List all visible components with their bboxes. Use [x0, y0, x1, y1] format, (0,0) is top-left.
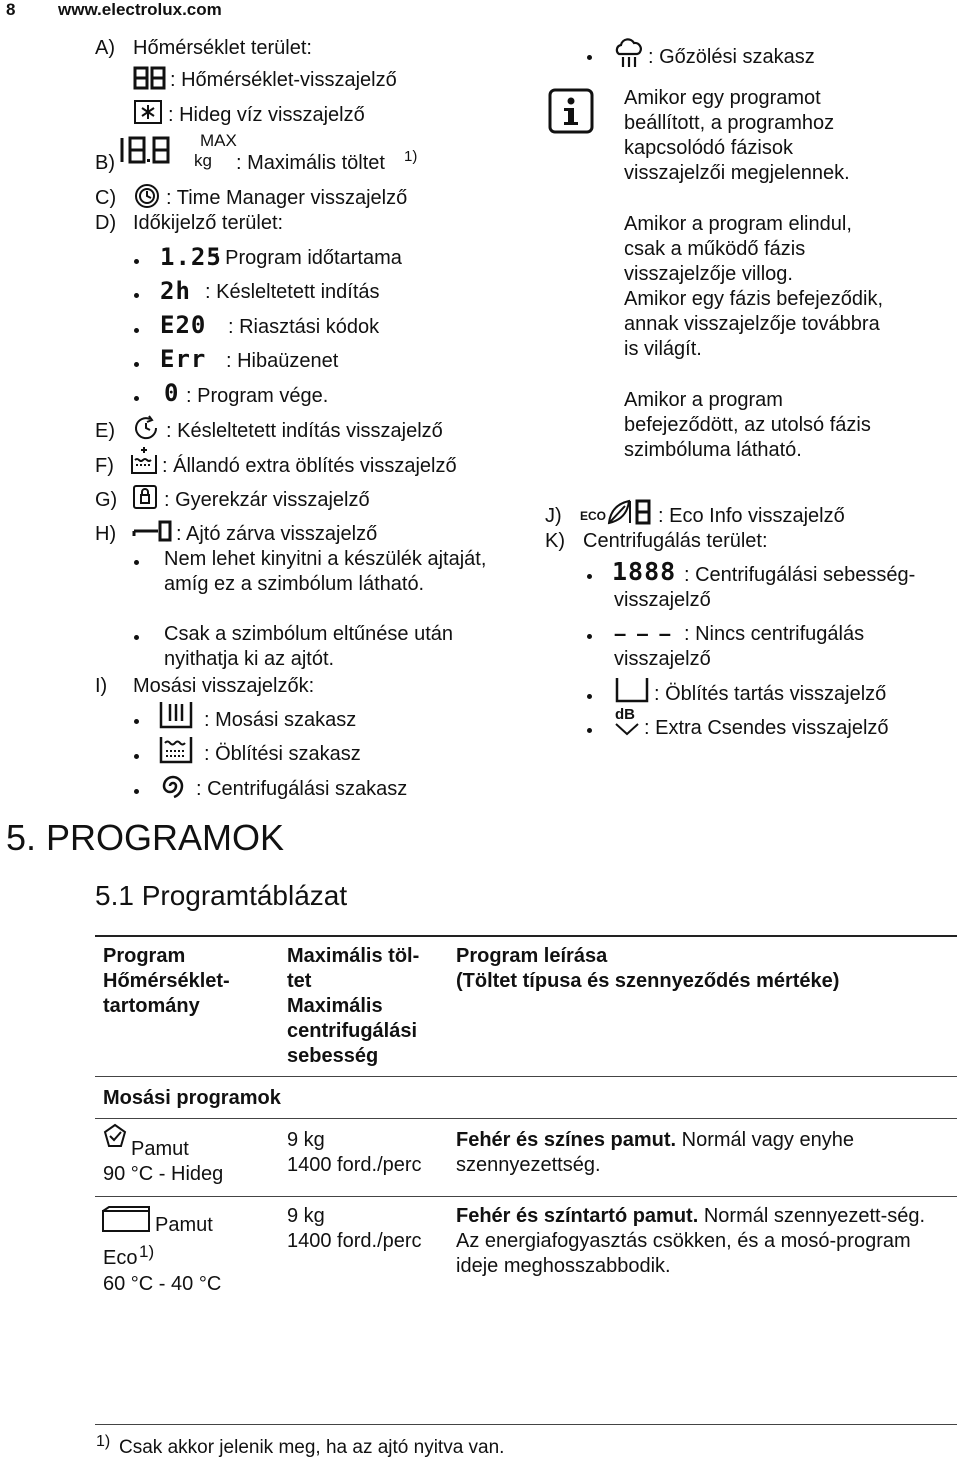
bullet — [134, 635, 139, 640]
alarm-code-text: : Riasztási kódok — [228, 316, 380, 338]
no-spin-display: – – – — [614, 621, 673, 646]
alarm-code-display: E20 — [160, 311, 207, 339]
delay-start-text: : Késleltetett indítás visszajelző — [166, 420, 443, 442]
section-subtitle: 5.1 Programtáblázat — [95, 880, 348, 911]
info-paragraph-3: Amikor egy fázis befejeződik, annak visszajelzője továbbra is világít. — [624, 288, 884, 360]
row2-program-name: Pamut — [155, 1214, 213, 1236]
row1-description-rest: Normál vagy enyhe szennyezettség. — [456, 1129, 854, 1176]
bullet — [134, 719, 139, 724]
wash-phase-icon — [158, 700, 194, 730]
row2-description — [456, 1204, 946, 1279]
row1-temp-range: 90 °C - Hideg — [103, 1163, 224, 1185]
delay-text: : Késleltetett indítás — [205, 281, 380, 303]
time-area-title: Időkijelző terület: — [133, 212, 284, 234]
item-letter-a: A) — [95, 37, 115, 59]
bullet — [134, 328, 139, 333]
table-header-col2: Maximális töl- tet Maximális centrifugálási sebesség — [287, 945, 420, 1067]
door-lock-icon — [132, 519, 174, 543]
bullet — [134, 396, 139, 401]
row2-program-eco: Eco — [103, 1247, 138, 1269]
bullet — [587, 694, 592, 699]
eco-label: ECO — [580, 509, 607, 523]
rinse-hold-icon — [614, 676, 650, 704]
cotton-eco-icon — [101, 1205, 151, 1233]
error-text: : Hibaüzenet — [226, 350, 339, 372]
table-row-rule — [95, 1196, 957, 1197]
table-top-rule — [95, 935, 957, 937]
item-letter-c: C) — [95, 187, 117, 209]
no-spin-text: : Nincs centrifugálás visszajelző — [614, 623, 865, 670]
cotton-icon — [102, 1123, 128, 1149]
time-manager-text: : Time Manager visszajelző — [166, 187, 408, 209]
spin-speed-text: : Centrifugálási sebesség-visszajelző — [614, 564, 916, 611]
row1-program-name: Pamut — [131, 1138, 189, 1160]
section-title: 5. PROGRAMOK — [6, 817, 285, 858]
row2-max-spin: 1400 ford./perc — [287, 1230, 422, 1252]
bullet — [134, 789, 139, 794]
duration-display: 1.25 — [160, 243, 222, 271]
child-lock-icon — [132, 484, 158, 510]
rinse-phase-text: : Öblítési szakasz — [204, 743, 361, 765]
footnote-mark: 1) — [96, 1433, 111, 1450]
spin-phase-text: : Centrifugálási szakasz — [196, 778, 408, 800]
duration-text: : Program időtartama — [214, 247, 402, 269]
end-display: 0 — [164, 379, 180, 407]
bullet — [587, 574, 592, 579]
item-letter-j: J) — [545, 505, 562, 527]
cold-water-text: : Hideg víz visszajelző — [168, 104, 365, 126]
info-paragraph-1: Amikor egy programot beállított, a programhoz kapcsolódó fázisok visszajelzői megjelennek. — [624, 87, 850, 184]
extra-silent-icon — [614, 722, 640, 736]
info-icon — [548, 88, 594, 134]
bullet — [134, 754, 139, 759]
max-load-text: : Maximális töltet — [236, 152, 385, 174]
rinse-phase-icon — [158, 735, 194, 765]
table-group-rule — [95, 1118, 957, 1119]
table-header-col1: Program Hőmérséklet- tartomány — [103, 945, 230, 1017]
row1-description — [456, 1128, 926, 1178]
spin-speed-display: 1888 — [612, 557, 677, 586]
bullet — [134, 293, 139, 298]
item-letter-d: D) — [95, 212, 117, 234]
extra-silent-text: : Extra Csendes visszajelző — [644, 717, 889, 739]
bullet — [134, 560, 139, 565]
item-letter-b: B) — [95, 152, 115, 174]
db-label: dB — [615, 706, 635, 723]
steam-phase-text: : Gőzölési szakasz — [648, 46, 815, 68]
item-letter-e: E) — [95, 420, 115, 442]
delay-display: 2h — [160, 277, 191, 305]
end-text: : Program vége. — [186, 385, 329, 407]
temperature-indicator-text: : Hőmérséklet-visszajelző — [170, 69, 397, 91]
table-header-rule — [95, 1076, 957, 1077]
bullet — [587, 728, 592, 733]
item-letter-k: K) — [545, 530, 565, 552]
max-label: MAX — [200, 131, 237, 150]
time-manager-icon — [134, 183, 160, 209]
table-group-label: Mosási programok — [103, 1087, 281, 1109]
row2-footnote-ref: 1) — [139, 1242, 155, 1261]
door-lock-text: : Ajtó zárva visszajelző — [176, 523, 378, 545]
spin-phase-icon — [158, 771, 188, 801]
footnote-text: Csak akkor jelenik meg, ha az ajtó nyitva van. — [119, 1437, 505, 1458]
spin-area-title: Centrifugálás terület: — [583, 530, 768, 552]
max-load-display-icon — [118, 132, 198, 166]
footnote-rule — [95, 1424, 957, 1425]
row2-max-load: 9 kg — [287, 1205, 325, 1227]
info-paragraph-4: Amikor a program befejeződött, az utolsó fázis szimbóluma látható. — [624, 389, 871, 461]
steam-phase-icon — [612, 38, 646, 70]
row2-description-rest: Normál szennyezett-ség. Az energiafogyasztás csökken, és a mosó-program ideje meghosszabbodik. — [456, 1205, 926, 1277]
item-letter-h: H) — [95, 523, 117, 545]
footnote-ref: 1) — [404, 148, 418, 165]
site-url: www.electrolux.com — [58, 0, 222, 19]
child-lock-text: : Gyerekzár visszajelző — [164, 489, 370, 511]
eco-info-text: : Eco Info visszajelző — [658, 505, 845, 527]
table-header-col3: Program leírása (Töltet típusa és szennyeződés mértéke) — [456, 945, 840, 992]
extra-rinse-text: : Állandó extra öblítés visszajelző — [162, 455, 457, 477]
item-letter-i: I) — [95, 675, 108, 697]
bullet — [587, 634, 592, 639]
row1-description-bold: Fehér és színes pamut. — [456, 1129, 677, 1151]
two-digit-display-icon — [133, 66, 167, 90]
temperature-area-title: Hőmérséklet terület: — [133, 37, 312, 59]
kg-label: kg — [194, 151, 212, 170]
error-display: Err — [160, 345, 207, 373]
row2-temp-range: 60 °C - 40 °C — [103, 1273, 222, 1295]
bullet — [587, 55, 592, 60]
delay-start-icon — [132, 414, 160, 442]
door-note-2: Csak a szimbólum eltűnése után nyithatja ki az ajtót. — [164, 623, 454, 670]
door-note-1: Nem lehet kinyitni a készülék ajtaját, amíg ez a szimbólum látható. — [164, 548, 487, 595]
wash-indicators-title: Mosási visszajelzők: — [133, 675, 315, 697]
eco-info-icon — [606, 498, 658, 526]
item-letter-f: F) — [95, 455, 114, 477]
row2-description-bold: Fehér és színtartó pamut. — [456, 1205, 699, 1227]
page-number: 8 — [6, 0, 16, 19]
extra-rinse-icon — [130, 446, 158, 476]
info-paragraph-2: Amikor a program elindul, csak a működő fázis visszajelzője villog. — [624, 213, 852, 285]
bullet — [134, 362, 139, 367]
row1-max-spin: 1400 ford./perc — [287, 1154, 422, 1176]
rinse-hold-text: : Öblítés tartás visszajelző — [654, 683, 887, 705]
item-letter-g: G) — [95, 489, 118, 511]
cold-water-icon — [133, 99, 163, 125]
row1-max-load: 9 kg — [287, 1129, 325, 1151]
bullet — [134, 259, 139, 264]
wash-phase-text: : Mosási szakasz — [204, 709, 357, 731]
